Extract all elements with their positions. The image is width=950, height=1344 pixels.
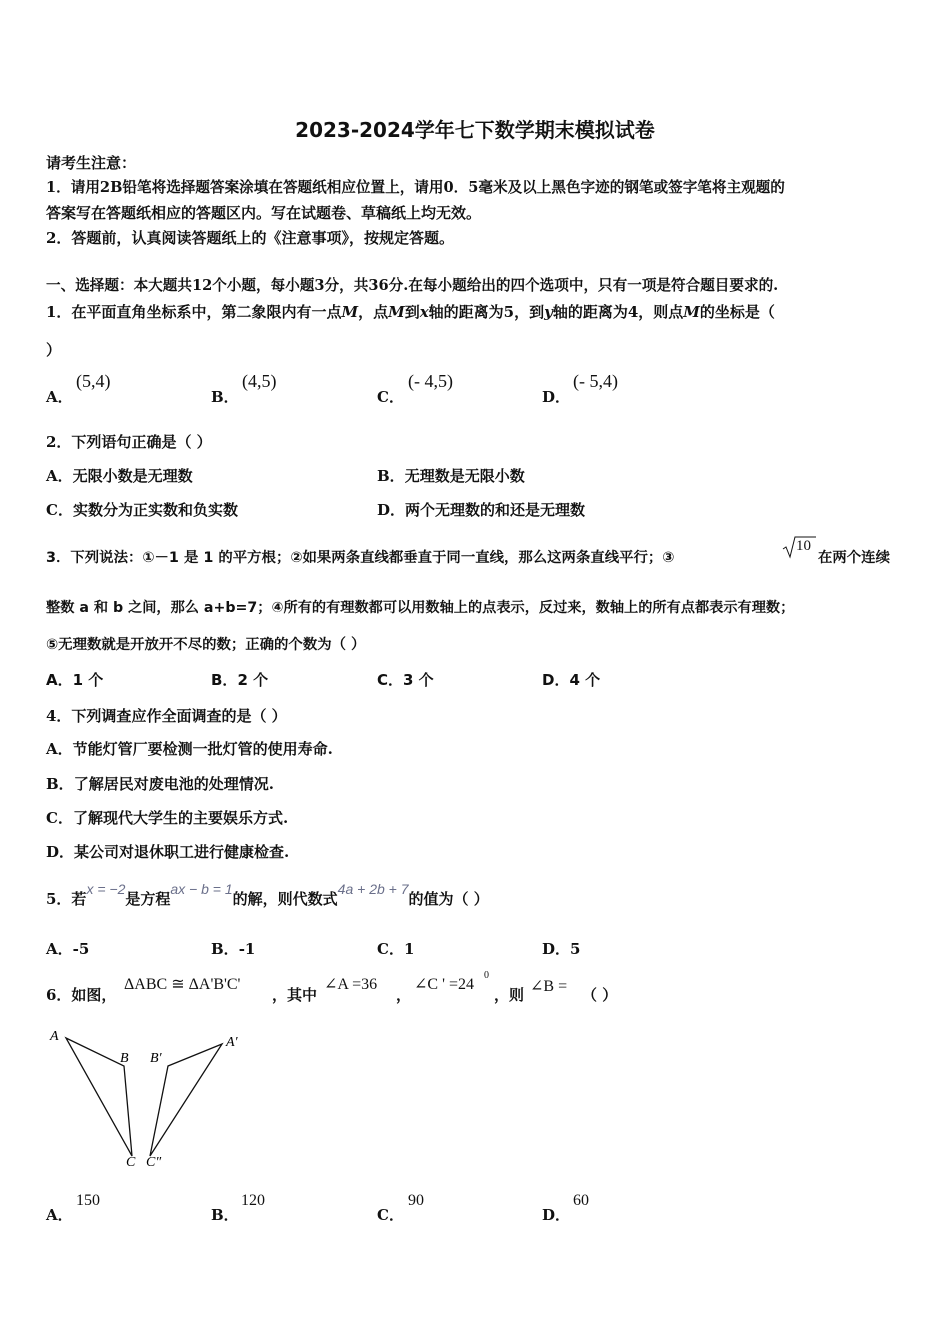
question-5-stem: 5．若x = −2是方程ax − b = 1的解，则代数式4a + 2b + 7的值为（ ）	[46, 881, 489, 908]
q6-angle-c: ∠C ' =24	[414, 976, 474, 993]
question-3-line-2: 整数 a 和 b 之间，那么 a+b=7；④所有的有理数都可以用数轴上的点表示，反过来，数轴上的所有点都表示有理数；	[46, 600, 795, 616]
q5-eq-x: x = −2	[86, 881, 126, 897]
notice-line-1: 1．请用2B铅笔将选择题答案涂填在答题纸相应位置上，请用0．5毫米及以上黑色字迹的钢笔或签字笔将主观题的	[46, 179, 785, 196]
q6-degree: 0	[484, 970, 489, 981]
q5-option-a: A．-5	[46, 940, 90, 958]
q3-sqrt-arg: 10	[796, 538, 811, 554]
q2-option-a: A．无限小数是无理数	[46, 467, 193, 485]
q1-option-a-label: A．	[46, 388, 73, 406]
question-3-line-1: 3．下列说法：①－1 是 1 的平方根；②如果两条直线都垂直于同一直线，那么这两条直线平行；③	[46, 550, 675, 566]
q6-angle-a: ∠A =36	[324, 976, 378, 993]
label-a-prime: A′	[226, 1035, 238, 1050]
q1-option-c-math: (- 4,5)	[408, 371, 453, 391]
question-6-comma: ，	[396, 986, 412, 1004]
question-1-stem: 1．在平面直角坐标系中，第二象限内有一点M，点M到x轴的距离为5，到y轴的距离为4，则点M的坐标是（	[46, 303, 775, 321]
q3-option-a: A．1 个	[46, 671, 104, 689]
question-6-stem-d: （ ）	[582, 986, 618, 1004]
q1-option-a-math: (5,4)	[76, 371, 111, 391]
q2-option-d: D．两个无理数的和还是无理数	[377, 501, 586, 519]
q1-option-d-math: (- 5,4)	[573, 371, 618, 391]
q3-option-d: D．4 个	[542, 671, 601, 689]
q4-option-d: D．某公司对退休职工进行健康检查.	[46, 843, 290, 861]
q6-angle-b: ∠B =	[530, 978, 568, 995]
question-3-line-1-end: 在两个连续	[818, 550, 890, 566]
section-heading: 一、选择题：本大题共12个小题，每小题3分，共36分.在每小题给出的四个选项中，只有一项是符合题目要求的.	[46, 277, 779, 294]
question-1-stem-end: ）	[46, 341, 62, 359]
q3-option-b: B．2 个	[211, 671, 269, 689]
q4-option-c: C．了解现代大学生的主要娱乐方式.	[46, 809, 289, 827]
q1-option-b-math: (4,5)	[242, 371, 277, 391]
notice-heading: 请考生注意：	[46, 154, 137, 172]
question-6-stem-b: ，其中	[272, 986, 318, 1004]
label-a: A	[50, 1029, 59, 1044]
q5-option-c: C．1	[377, 940, 415, 958]
q6-option-a-math: 150	[76, 1192, 100, 1209]
q6-option-b-math: 120	[241, 1192, 265, 1209]
label-c: C	[126, 1155, 136, 1170]
q1-option-d-label: D．	[542, 388, 571, 406]
question-2-stem: 2．下列语句正确是（ ）	[46, 433, 212, 451]
q6-option-c-math: 90	[408, 1192, 424, 1209]
q6-option-c-label: C．	[377, 1206, 404, 1224]
page-title: 2023-2024学年七下数学期末模拟试卷	[295, 118, 655, 142]
q4-option-a: A．节能灯管厂要检测一批灯管的使用寿命.	[46, 740, 333, 758]
q2-option-c: C．实数分为正实数和负实数	[46, 501, 238, 519]
q5-expr: 4a + 2b + 7	[337, 881, 409, 897]
q6-option-b-label: B．	[211, 1206, 239, 1224]
q4-option-b: B．了解居民对废电池的处理情况.	[46, 775, 274, 793]
question-3-line-3: ⑤无理数就是开放开不尽的数；正确的个数为（ ）	[46, 637, 366, 653]
q6-option-a-label: A．	[46, 1206, 73, 1224]
question-6-stem-a: 6．如图，	[46, 986, 117, 1004]
label-b: B	[120, 1051, 129, 1066]
question-6-stem-c: ，则	[494, 986, 525, 1004]
q1-option-b-label: B．	[211, 388, 239, 406]
q6-figure	[44, 1024, 254, 1178]
congruent-triangles-diagram	[44, 1024, 254, 1174]
q3-sqrt-10	[782, 535, 816, 563]
notice-line-2: 答案写在答题纸相应的答题区内。写在试题卷、草稿纸上均无效。	[46, 204, 482, 222]
q6-option-d-math: 60	[573, 1192, 589, 1209]
label-c-prime: C″	[146, 1155, 162, 1170]
q6-option-d-label: D．	[542, 1206, 571, 1224]
q5-option-d: D．5	[542, 940, 581, 958]
q6-congruence: ΔABC ≅ ΔA'B'C'	[124, 976, 241, 993]
q2-option-b: B．无理数是无限小数	[377, 467, 525, 485]
question-4-stem: 4．下列调查应作全面调查的是（ ）	[46, 707, 287, 725]
q1-option-c-label: C．	[377, 388, 404, 406]
notice-line-3: 2．答题前，认真阅读答题纸上的《注意事项》，按规定答题。	[46, 229, 454, 247]
q5-option-b: B．-1	[211, 940, 256, 958]
q3-option-c: C．3 个	[377, 671, 434, 689]
q5-eq-ax-b: ax − b = 1	[170, 881, 233, 897]
label-b-prime: B′	[150, 1051, 162, 1066]
